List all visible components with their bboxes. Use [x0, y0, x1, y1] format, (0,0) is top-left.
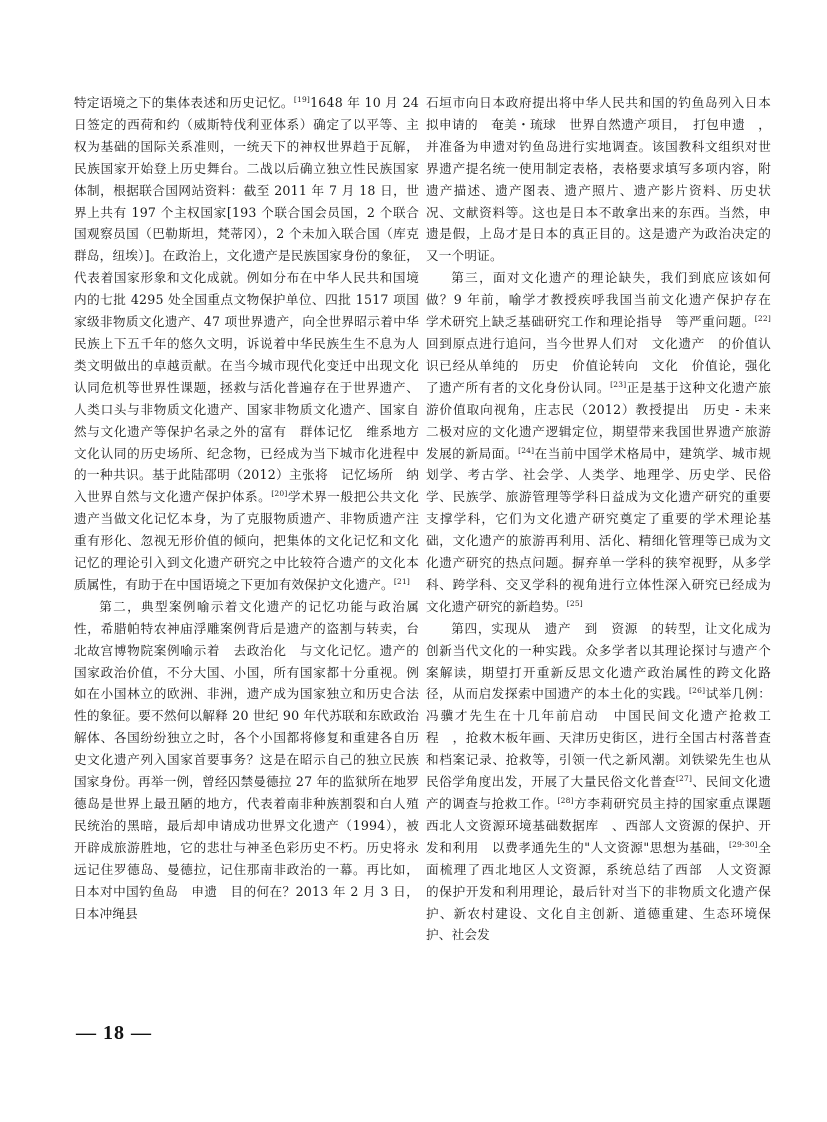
citation-ref: [22]: [754, 313, 771, 323]
citation-ref: [24]: [518, 445, 535, 455]
left-column: [74, 92, 419, 924]
body-text: 方李莉研究员主持的国家重点课题 西北人文资源环境基础数据库 、西部人文资源的保护、开发和利用 以费孝通先生的"人文资源"思想为基础，: [426, 796, 784, 855]
citation-ref: [23]: [610, 379, 627, 389]
paragraph: [426, 92, 771, 267]
body-text: 学术界一般把公共文化遗产当做文化记忆本身，为了克服物质遗产、非物质遗产注重有形化、忽视无形价值的倾向，把集体的文化记忆和文化记忆的理论引入到文化遗产研究之中比较符合遗产的文化本质属性，有助于在中国语境之下更加有效保护文化遗产。: [74, 489, 420, 592]
body-text: 正是基于这种文化遗产旅游价值取向视角，庄志民（2012）教授提出 历史 - 未来 二极对应的文化遗产逻辑定位，期望带来我国世界遗产旅游发展的新局面。: [426, 379, 784, 461]
paragraph: [426, 618, 784, 947]
paragraph: [426, 267, 784, 618]
body-text: 试举几例：冯骥才先生在十几年前启动 中国民间文化遗产抢救工程 ，抢救木板年画、天津历史街区，进行全国古村落普查和档案记录、抢救等，引领一代之新风潮。刘铁梁先生也从民俗学角度出发，开展了大量民俗文化普查: [426, 686, 772, 790]
citation-ref: [27]: [675, 773, 693, 783]
body-text: 、民间文化遗产的调查与抢救工作。: [426, 774, 771, 811]
citation-ref: [21]: [393, 576, 411, 586]
citation-ref: [29-30]: [728, 839, 758, 849]
body-text: 第三，面对文化遗产的理论缺失，我们到底应该如何做？9 年前，喻学才教授疾呼我国当前文化遗产保护存在 学术研究上缺乏基础研究工作和理论指导 等严重问题。: [426, 270, 784, 330]
citation-ref: [20]: [271, 489, 288, 499]
body-text: 第四，实现从 遗产 到 资源 的转型，让文化成为创新当代文化的一种实践。众多学者以其理论探讨与遗产个案解读，期望打开重新反思文化遗产政治属性的跨文化路径，从而启发探索中国遗产的本土化的实践。: [426, 620, 771, 702]
citation-ref: [25]: [566, 598, 583, 608]
paragraph: [74, 596, 419, 925]
body-text: 1648 年 10 月 24 日签定的西荷和约（威斯特伐利亚体系）确定了以平等、主权为基础的国际关系准则，一统天下的神权世界趋于瓦解，民族国家开始登上历史舞台。二战以后确立独立性民族国家体制，根据联合国网站资料：截至 2011 年 7 月 18 日，世界上共有 197 个主权国家[193 个联合国会员国，2 个联合国观察员国（巴勒斯坦，梵蒂冈），2 个未加入联合国（库克群岛，纽埃）]。在政治上，文化遗产是民族国家身份的象征，代表着国家形象和文化成就。例如分布在中华人民共和国境内的七批 4295 处全国重点文物保护单位、四批 1517 项国家级非物质文化遗产、47 项世界遗产，向全世界昭示着中华民族上下五千年的悠久文明，诉说着中华民族生生不息为人类文明做出的卓越贡献。在当今城市现代化变迁中出现文化认同危机等世界性课题，拯救与活化普遍存在于世界遗产、人类口头与非物质文化遗产、国家非物质文化遗产、国家自然与文化遗产等保护名录之外的富有 群体记忆 维系地方文化认同的历史场所、纪念物，已经成为当下城市化进程中的一种共识。基于此陆邵明（2012）主张将 记忆场所 纳入世界自然与文化遗产保护体系。: [74, 95, 419, 505]
paragraph: [74, 92, 419, 596]
citation-ref: [19]: [293, 94, 311, 104]
citation-ref: [26]: [689, 686, 706, 696]
page-number: — 18 —: [76, 1022, 152, 1044]
body-text: 特定语境之下的集体表述和历史记忆。: [74, 95, 294, 110]
citation-ref: [28]: [557, 795, 574, 805]
body-text: 在当前中国学术格局中，建筑学、城市规划学、考古学、社会学、人类学、地理学、历史学、民俗学、民族学、旅游管理等学科日益成为文化遗产研究的重要支撑学科，它们为文化遗产研究奠定了重要的学术理论基础，文化遗产的旅游再利用、活化、精细化管理等已成为文化遗产研究的热点问题。摒弃单一学科的狭窄视野，从多学科、跨学科、交叉学科的视角进行立体性深入研究已经成为文化遗产研究的新趋势。: [426, 445, 771, 614]
body-text: 全面梳理了西北地区人文资源，系统总结了西部 人文资源 的保护开发和利用理论，最后针对当下的非物质文化遗产保护、新农村建设、文化自主创新、道德重建、生态环境保护、社会发: [426, 839, 784, 943]
body-text: 第二，典型案例喻示着文化遗产的记忆功能与政治属性，希腊帕特农神庙浮雕案例背后是遗产的盗割与转卖，台北故宫博物院案例喻示着 去政治化 与文化记忆。遗产的国家政治价值，不分大国、小国，所有国家都十分重视。例如在小国林立的欧洲、非洲，遗产成为国家独立和历史合法性的象征。要不然何以解释 20 世纪 90 年代苏联和东欧政治解体、各国纷纷独立之时，各个小国都将修复和重建各自历史文化遗产列入国家首要事务？这是在昭示自己的独立民族国家身份。再举一例，曾经囚禁曼德拉 27 年的监狱所在地罗德岛是世界上最丑陋的地方，代表着南非种族割裂和白人殖民统治的黑暗，最后却申请成功世界文化遗产（1994），被开辟成旅游胜地，它的悲壮与神圣色彩历史不朽。历史将永远记住罗德岛、曼德拉，记住那南非政治的一幕。再比如，日本对中国钓鱼岛 申遗 目的何在？2013 年 2 月 3 日，日本冲绳县: [74, 598, 419, 921]
body-text: 回到原点进行追问，当今世界人们对 文化遗产 的价值认识已经从单纯的 历史 价值论转向 文化 价值论，强化了遗产所有者的文化身份认同。: [426, 335, 771, 395]
right-column: [426, 92, 784, 946]
body-text: 石垣市向日本政府提出将中华人民共和国的钓鱼岛列入日本拟申请的 奄美・琉球 世界自然遗产项目， 打包申遗 ，并准备为申遗对钓鱼岛进行实地调查。该国教科文组织对世界遗产提名统一使用制定表格，表格要求填写多项内容，附遗产描述、遗产图表、遗产照片、遗产影片资料、历史状况、文献资料等。这也是日本不敢拿出来的东西。当然，申遗是假，上岛才是日本的真正目的。这是遗产为政治决定的又一个明证。: [426, 95, 771, 264]
